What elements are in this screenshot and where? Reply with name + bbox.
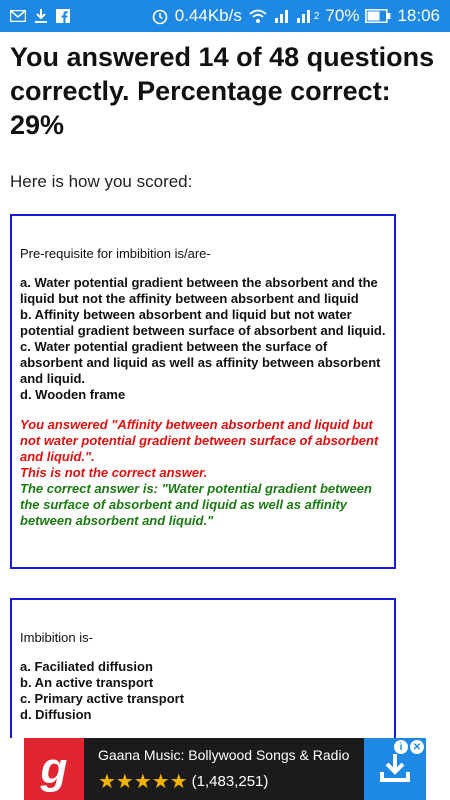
option-d: d. Diffusion	[20, 707, 92, 722]
option-a: a. Water potential gradient between the absorbent and the liquid but not the affinity between absorbent and liquid	[20, 275, 378, 306]
status-bar	[0, 0, 450, 32]
download-icon[interactable]	[378, 750, 412, 789]
ad-banner[interactable]	[24, 738, 426, 800]
signal-icon-sim2	[296, 8, 312, 24]
answer-feedback	[20, 417, 386, 529]
alarm-icon	[151, 7, 169, 25]
ad-title[interactable]: Gaana Music: Bollywood Songs & Radio	[98, 746, 350, 763]
question-card	[10, 598, 396, 738]
option-b: b. An active transport	[20, 675, 154, 690]
info-icon[interactable]: i	[394, 740, 408, 754]
facebook-icon	[56, 9, 70, 23]
verdict: This is not the correct answer.	[20, 465, 208, 480]
star-icon: ★★★★★	[98, 770, 188, 793]
option-a: a. Faciliated diffusion	[20, 659, 153, 674]
battery-percent: 70%	[325, 6, 360, 25]
ad-download-button[interactable]	[364, 738, 426, 800]
option-c: c. Water potential gradient between the surface of absorbent and liquid as well as affinity between absorbent and liquid.	[20, 339, 381, 386]
options-list	[20, 275, 386, 403]
rating-count: (1,483,251)	[191, 772, 269, 790]
option-d: d. Wooden frame	[20, 387, 126, 402]
ad-info[interactable]	[84, 745, 364, 794]
question-card	[10, 214, 396, 569]
quiz-results	[0, 32, 450, 738]
option-c: c. Primary active transport	[20, 691, 185, 706]
option-b: b. Affinity between absorbent and liquid but not water potential gradient between surface of absorbent and liquid.	[20, 307, 386, 338]
question-text: Imbibition is-	[20, 630, 93, 645]
gaana-logo-icon[interactable]: g	[24, 738, 84, 800]
sim-label: 2	[313, 10, 320, 22]
network-speed: 0.44Kb/s	[174, 6, 242, 25]
ad-rating	[98, 769, 364, 794]
question-text: Pre-requisite for imbibition is/are-	[20, 246, 211, 261]
close-icon[interactable]: ✕	[410, 740, 424, 754]
correct-answer: The correct answer is: "Water potential gradient between the surface of absorbent and liquid as well as affinity between absorbent and liquid."	[20, 481, 372, 528]
wifi-icon	[248, 8, 268, 24]
battery-icon	[365, 9, 391, 23]
clock: 18:06	[397, 6, 440, 25]
options-list	[20, 659, 386, 723]
score-intro: Here is how you scored:	[10, 172, 193, 191]
your-answer: You answered "Affinity between absorbent and liquid but not water potential gradient between surface of absorbent and liquid.".	[20, 417, 379, 464]
signal-icon	[274, 8, 290, 24]
score-heading: You answered 14 of 48 questions correctly. Percentage correct: 29%	[10, 42, 435, 140]
email-icon	[10, 10, 26, 22]
download-icon	[34, 8, 48, 24]
